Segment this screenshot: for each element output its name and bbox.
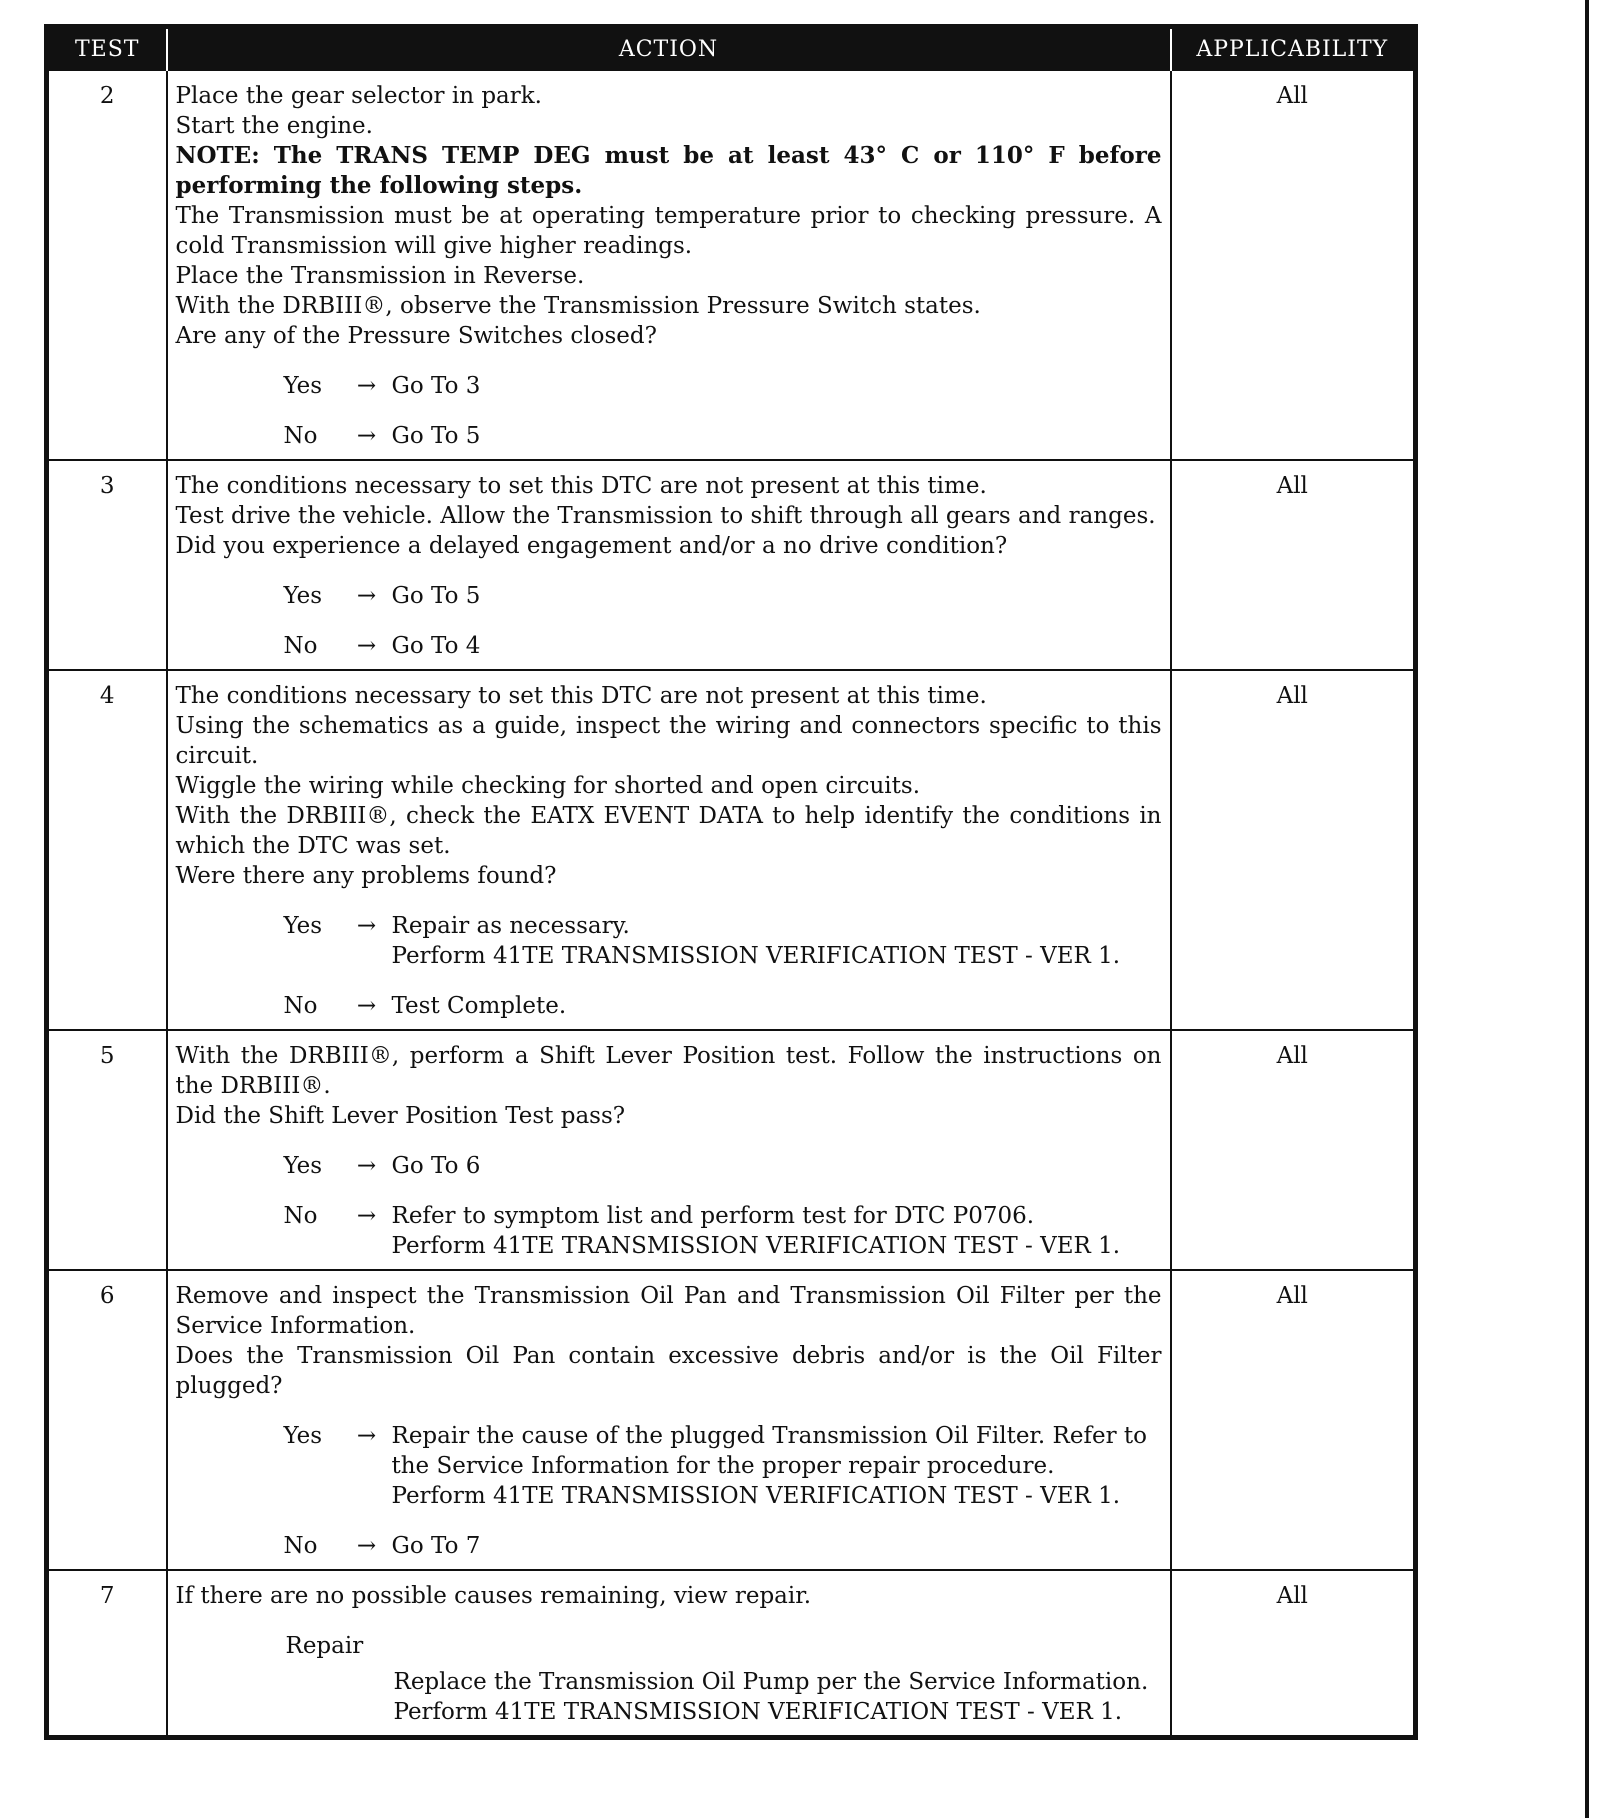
applicability-value: All — [1171, 670, 1416, 1030]
table-row — [47, 670, 1416, 1030]
action-text: Were there any problems found? — [175, 863, 557, 889]
branch-label: Yes — [283, 1423, 323, 1449]
branch-no — [176, 421, 1162, 451]
action-cell — [167, 1570, 1171, 1738]
repair-label: Repair — [285, 1633, 364, 1659]
branch-no — [176, 1201, 1162, 1261]
branch-yes — [176, 1151, 1162, 1181]
branch-result-line: Go To 5 — [391, 583, 481, 609]
arrow-right-icon: → — [356, 423, 377, 449]
branch-label: No — [283, 993, 318, 1019]
branch-result-line: Test Complete. — [391, 993, 567, 1019]
test-number: 2 — [47, 70, 167, 460]
branch-result — [392, 371, 1162, 401]
table-row — [47, 1030, 1416, 1270]
action-text: Test drive the vehicle. Allow the Transmission to shift through all gears and ranges. — [175, 503, 1156, 529]
header-test: TEST — [47, 27, 167, 71]
test-number: 5 — [47, 1030, 167, 1270]
branch-yes — [176, 911, 1162, 971]
action-text: Remove and inspect the Transmission Oil Pan and Transmission Oil Filter per the Service Information. — [175, 1283, 1162, 1339]
branch-no — [176, 631, 1162, 661]
action-text: Did you experience a delayed engagement and/or a no drive condition? — [175, 533, 1008, 559]
applicability-value: All — [1171, 1030, 1416, 1270]
arrow-right-icon: → — [356, 913, 377, 939]
action-text: Place the gear selector in park. — [175, 83, 542, 109]
action-text: Wiggle the wiring while checking for shorted and open circuits. — [175, 773, 921, 799]
table-header-row — [47, 27, 1416, 71]
branch-result-line: Go To 6 — [391, 1153, 481, 1179]
action-text: Start the engine. — [175, 113, 373, 139]
diagnostic-test-table — [44, 24, 1418, 1740]
branch-result-line: Perform 41TE TRANSMISSION VERIFICATION TEST - VER 1. — [391, 943, 1121, 969]
action-cell — [167, 460, 1171, 670]
arrow-right-icon: → — [356, 583, 377, 609]
action-cell — [167, 70, 1171, 460]
repair-instructions — [176, 1667, 1162, 1727]
branch-result-line: Repair as necessary. — [391, 913, 630, 939]
branch-result — [392, 991, 1162, 1021]
branch-label: No — [283, 633, 318, 659]
page-edge-rule — [1585, 0, 1589, 1818]
branch-label: Yes — [283, 373, 323, 399]
table-row — [47, 1570, 1416, 1738]
branch-no — [176, 991, 1162, 1021]
action-text: The Transmission must be at operating temperature prior to checking pressure. A cold Transmission will give higher readings. — [175, 203, 1162, 259]
action-cell — [167, 1030, 1171, 1270]
branch-label: No — [283, 1533, 318, 1559]
arrow-right-icon: → — [356, 1203, 377, 1229]
action-text: With the DRBIII®, observe the Transmission Pressure Switch states. — [175, 293, 981, 319]
branch-label: Yes — [283, 583, 323, 609]
note-text: NOTE: The TRANS TEMP DEG must be at least 43° C or 110° F before performing the following steps. — [175, 142, 1162, 199]
action-text: Did the Shift Lever Position Test pass? — [175, 1103, 626, 1129]
header-action: ACTION — [167, 27, 1171, 71]
applicability-value: All — [1171, 70, 1416, 460]
arrow-right-icon: → — [356, 1533, 377, 1559]
table-row — [47, 1270, 1416, 1570]
repair-line: Replace the Transmission Oil Pump per the Service Information. — [393, 1669, 1149, 1695]
arrow-right-icon: → — [356, 1423, 377, 1449]
branch-result — [392, 1531, 1162, 1561]
arrow-right-icon: → — [356, 1153, 377, 1179]
repair-line: Perform 41TE TRANSMISSION VERIFICATION TEST - VER 1. — [393, 1699, 1123, 1725]
branch-result — [392, 1201, 1162, 1261]
table-row — [47, 70, 1416, 460]
action-text: With the DRBIII®, check the EATX EVENT DATA to help identify the conditions in which the DTC was set. — [175, 803, 1162, 859]
applicability-value: All — [1171, 1270, 1416, 1570]
arrow-right-icon: → — [356, 633, 377, 659]
branch-result-line: Go To 5 — [391, 423, 481, 449]
branch-result — [392, 421, 1162, 451]
action-text: Place the Transmission in Reverse. — [175, 263, 585, 289]
branch-result-line: Perform 41TE TRANSMISSION VERIFICATION TEST - VER 1. — [391, 1233, 1121, 1259]
branch-result — [392, 911, 1162, 971]
action-cell — [167, 1270, 1171, 1570]
branch-result — [392, 1421, 1162, 1511]
table-row — [47, 460, 1416, 670]
test-number: 7 — [47, 1570, 167, 1738]
action-text: The conditions necessary to set this DTC are not present at this time. — [175, 683, 987, 709]
branch-label: No — [283, 1203, 318, 1229]
branch-no — [176, 1531, 1162, 1561]
branch-result-line: Repair the cause of the plugged Transmission Oil Filter. Refer to the Service Information for the proper repair procedure. — [391, 1423, 1147, 1479]
table-body — [47, 70, 1416, 1738]
action-text: Using the schematics as a guide, inspect the wiring and connectors specific to this circuit. — [175, 713, 1162, 769]
action-cell — [167, 670, 1171, 1030]
branch-result — [392, 1151, 1162, 1181]
action-text: The conditions necessary to set this DTC are not present at this time. — [175, 473, 987, 499]
applicability-value: All — [1171, 1570, 1416, 1738]
action-text: Are any of the Pressure Switches closed? — [175, 323, 657, 349]
action-text: If there are no possible causes remaining, view repair. — [175, 1583, 812, 1609]
branch-yes — [176, 1421, 1162, 1511]
header-applicability: APPLICABILITY — [1171, 27, 1416, 71]
branch-result-line: Refer to symptom list and perform test for DTC P0706. — [391, 1203, 1035, 1229]
branch-result — [392, 631, 1162, 661]
branch-yes — [176, 371, 1162, 401]
branch-result-line: Perform 41TE TRANSMISSION VERIFICATION TEST - VER 1. — [391, 1483, 1121, 1509]
arrow-right-icon: → — [356, 373, 377, 399]
test-number: 6 — [47, 1270, 167, 1570]
applicability-value: All — [1171, 460, 1416, 670]
branch-result-line: Go To 7 — [391, 1533, 481, 1559]
branch-label: Yes — [283, 1153, 323, 1179]
branch-label: Yes — [283, 913, 323, 939]
action-text: Does the Transmission Oil Pan contain excessive debris and/or is the Oil Filter plugged? — [175, 1343, 1162, 1399]
test-number: 4 — [47, 670, 167, 1030]
branch-result-line: Go To 4 — [391, 633, 481, 659]
action-text: With the DRBIII®, perform a Shift Lever Position test. Follow the instructions on the DRBIII®. — [175, 1043, 1162, 1099]
branch-yes — [176, 581, 1162, 611]
arrow-right-icon: → — [356, 993, 377, 1019]
branch-result — [392, 581, 1162, 611]
test-number: 3 — [47, 460, 167, 670]
branch-result-line: Go To 3 — [391, 373, 481, 399]
branch-label: No — [283, 423, 318, 449]
